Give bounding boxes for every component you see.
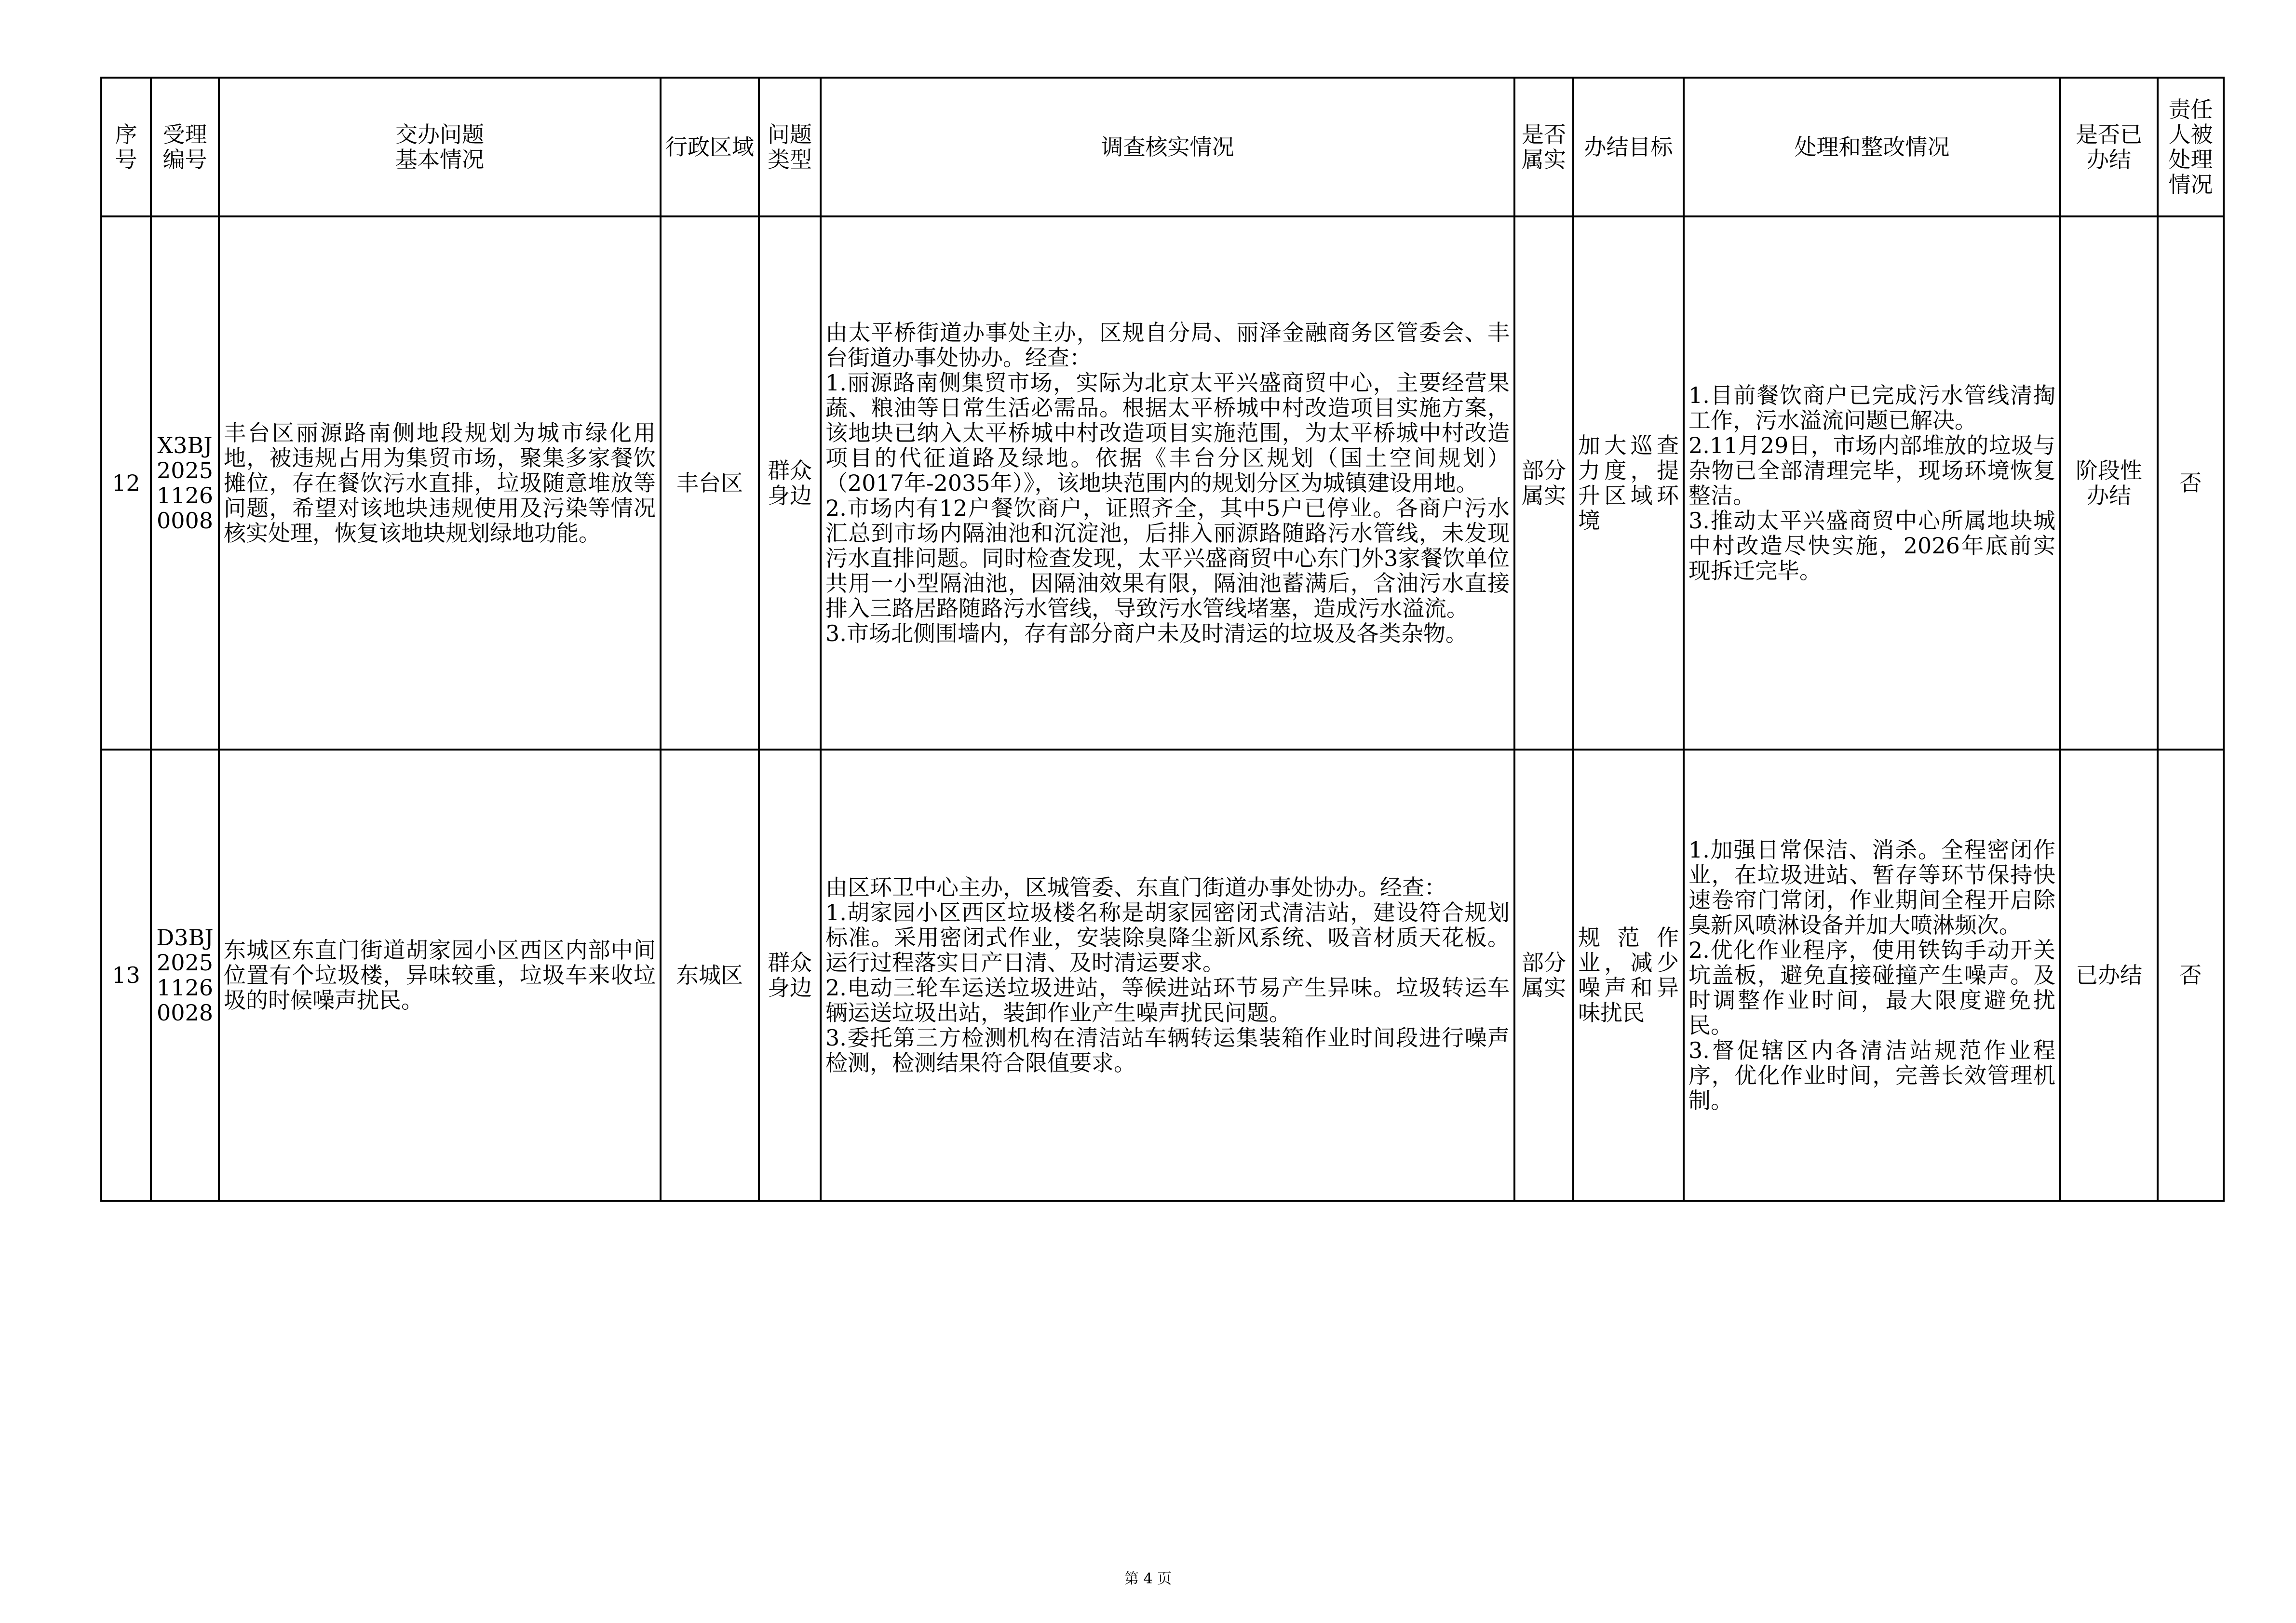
cell-investigation: 由太平桥街道办事处主办，区规自分局、丽泽金融商务区管委会、丰台街道办事处协办。经查： 1.丽源路南侧集贸市场，实际为北京太平兴盛商贸中心，主要经营果蔬、粮油等日常生活必需品。根据太平桥城中村改造项目实施方案，该地块已纳入太平桥城中村改造项目实施范围，为太平桥城中村改造项目的代征道路及绿地。依据《丰台分区规划（国土空间规划）（2017年-2035年）》，该地块范围内的规划分区为城镇建设用地。 2.市场内有12户餐饮商户，证照齐全，其中5户已停业。各商户污水汇总到市场内隔油池和沉淀池，后排入丽源路随路污水管线，未发现污水直排问题。同时检查发现，太平兴盛商贸中心东门外3家餐饮单位共用一小型隔油池，因隔油效果有限，隔油池蓄满后，含油污水直接排入三路居路随路污水管线，导致污水管线堵塞，造成污水溢流。 3.市场北侧围墙内，存有部分商户未及时清运的垃圾及各类杂物。	[821, 216, 1514, 750]
cell-code: D3BJ202511260028	[151, 750, 219, 1201]
cell-true-status: 部分属实	[1514, 216, 1573, 750]
cell-no: 13	[101, 750, 151, 1201]
header-type: 问题类型	[759, 78, 821, 216]
cell-true-status: 部分属实	[1514, 750, 1573, 1201]
header-handling: 处理和整改情况	[1684, 78, 2060, 216]
cell-investigation: 由区环卫中心主办，区城管委、东直门街道办事处协办。经查： 1.胡家园小区西区垃圾楼名称是胡家园密闭式清洁站，建设符合规划标准。采用密闭式作业，安装除臭降尘新风系统、吸音材质天花板。运行过程落实日产日清、及时清运要求。 2.电动三轮车运送垃圾进站，等候进站环节易产生异味。垃圾转运车辆运送垃圾出站，装卸作业产生噪声扰民问题。 3.委托第三方检测机构在清洁站车辆转运集装箱作业时间段进行噪声检测，检测结果符合限值要求。	[821, 750, 1514, 1201]
header-no: 序号	[101, 78, 151, 216]
header-district: 行政区域	[661, 78, 759, 216]
page-number: 第 4 页	[1124, 1570, 1172, 1587]
cell-goal: 加大巡查力度，提升区域环境	[1573, 216, 1684, 750]
header-investigation: 调查核实情况	[821, 78, 1514, 216]
header-true: 是否属实	[1514, 78, 1573, 216]
cell-type: 群众身边	[759, 750, 821, 1201]
cell-code: X3BJ202511260008	[151, 216, 219, 750]
cell-district: 东城区	[661, 750, 759, 1201]
table-header-row	[101, 78, 2224, 216]
cell-punished: 否	[2158, 750, 2224, 1201]
header-code: 受理编号	[151, 78, 219, 216]
cell-district: 丰台区	[661, 216, 759, 750]
cell-goal: 规范作业，减少噪声和异味扰民	[1573, 750, 1684, 1201]
cell-type: 群众身边	[759, 216, 821, 750]
cell-handling: 1.加强日常保洁、消杀。全程密闭作业，在垃圾进站、暂存等环节保持快速卷帘门常闭，作业期间全程开启除臭新风喷淋设备并加大喷淋频次。 2.优化作业程序，使用铁钩手动开关坑盖板，避免直接碰撞产生噪声。及时调整作业时间，最大限度避免扰民。 3.督促辖区内各清洁站规范作业程序，优化作业时间，完善长效管理机制。	[1684, 750, 2060, 1201]
header-closed: 是否已办结	[2060, 78, 2158, 216]
table-row	[101, 216, 2224, 750]
cell-handling: 1.目前餐饮商户已完成污水管线清掏工作，污水溢流问题已解决。 2.11月29日，市场内部堆放的垃圾与杂物已全部清理完毕，现场环境恢复整洁。 3.推动太平兴盛商贸中心所属地块城中村改造尽快实施，2026年底前实现拆迁完毕。	[1684, 216, 2060, 750]
header-punished: 责任人被处理情况	[2158, 78, 2224, 216]
cell-problem: 丰台区丽源路南侧地段规划为城市绿化用地，被违规占用为集贸市场，聚集多家餐饮摊位，存在餐饮污水直排，垃圾随意堆放等问题，希望对该地块违规使用及污染等情况核实处理，恢复该地块规划绿地功能。	[219, 216, 661, 750]
cell-closed: 已办结	[2060, 750, 2158, 1201]
cell-closed: 阶段性办结	[2060, 216, 2158, 750]
header-problem: 交办问题 基本情况	[219, 78, 661, 216]
header-goal: 办结目标	[1573, 78, 1684, 216]
cell-problem: 东城区东直门街道胡家园小区西区内部中间位置有个垃圾楼，异味较重，垃圾车来收垃圾的时候噪声扰民。	[219, 750, 661, 1201]
cell-punished: 否	[2158, 216, 2224, 750]
cell-no: 12	[101, 216, 151, 750]
table-row	[101, 750, 2224, 1201]
inspection-table	[100, 77, 2225, 1202]
